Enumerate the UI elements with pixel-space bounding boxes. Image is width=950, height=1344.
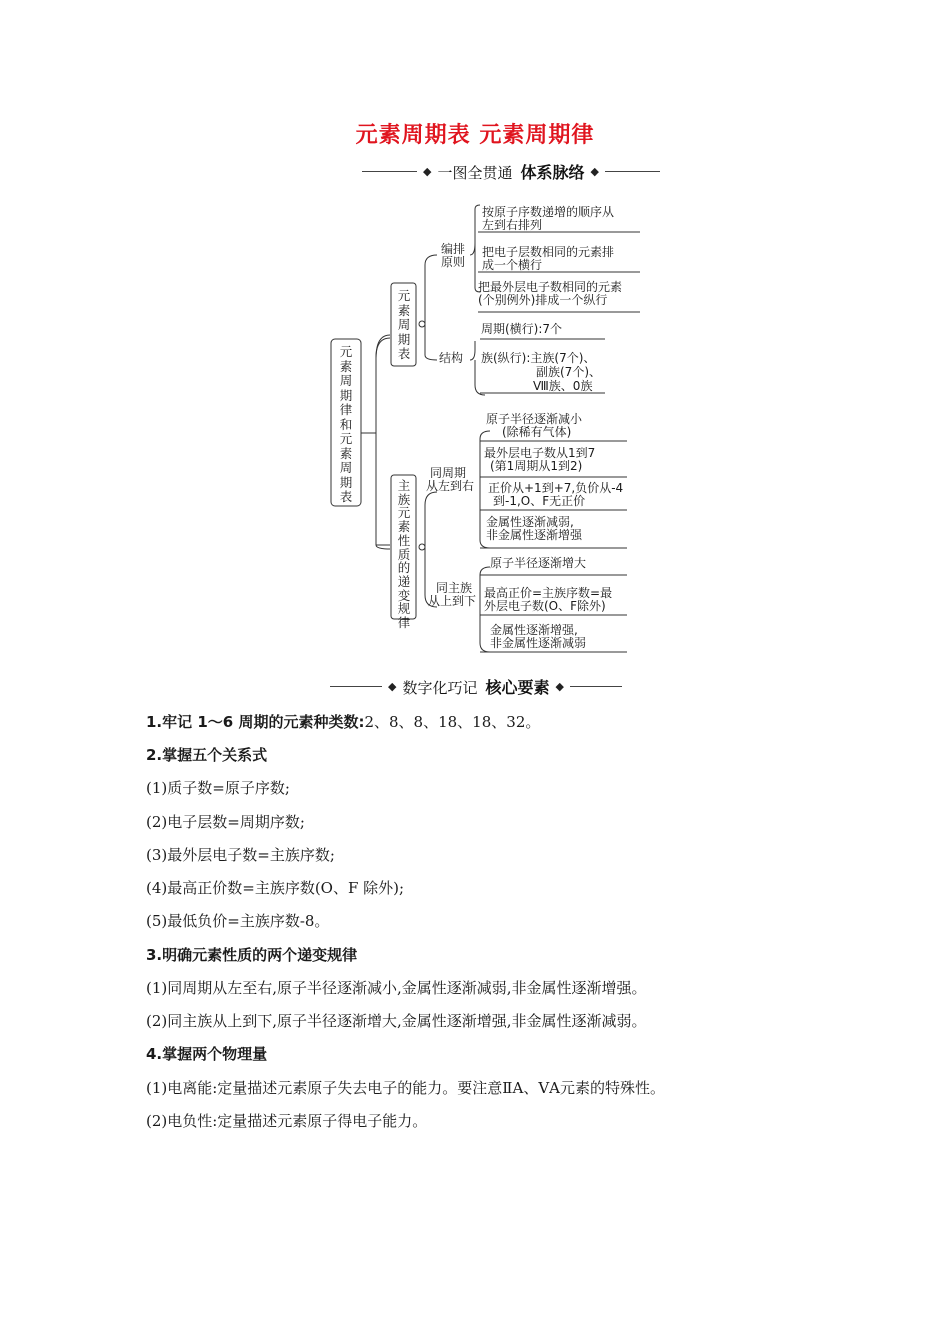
mm-p4-l2: 非金属性逐渐增强 (486, 528, 583, 542)
point-1 (146, 712, 866, 732)
point-2-item: (2)电子层数=周期序数; (146, 813, 305, 831)
page-title: 元素周期表 元素周期律 (355, 123, 595, 148)
mm-group-l2: 从上到下 (428, 594, 477, 608)
mm-s1: 周期(横行):7个 (481, 322, 563, 336)
mm-a1-l2: 左到右排列 (482, 218, 543, 232)
mm-text-layer (300, 195, 650, 655)
mm-g2-l1: 最高正价=主族序数=最 (484, 586, 613, 600)
divider-label-right: 核心要素 (485, 677, 550, 697)
mm-p3-l2: 到-1,O、F无正价 (493, 494, 586, 508)
mm-p4-l1: 金属性逐渐减弱, (486, 515, 574, 529)
mm-g1: 原子半径逐渐增大 (490, 556, 587, 570)
divider-label-left: 数字化巧记 (402, 678, 478, 697)
diamond-icon: ◆ (423, 164, 432, 178)
point-2-item: (5)最低负价=主族序数-8。 (146, 912, 330, 930)
mm-s2-l1: 族(纵行):主族(7个)、 (481, 351, 596, 365)
divider-line (605, 171, 660, 172)
mm-a1-l1: 按原子序数递增的顺序从 (482, 205, 615, 219)
mm-p2-l2: (第1周期从1到2) (490, 459, 583, 473)
diamond-icon: ◆ (590, 164, 599, 178)
mm-law-label: 主族元素性质的递变规律 (397, 478, 411, 631)
point-1-values: 2、8、8、18、18、32。 (364, 713, 541, 731)
mm-p1-l1: 原子半径逐渐减小 (486, 412, 583, 426)
mm-g3-l2: 非金属性逐渐减弱 (490, 636, 587, 650)
mm-g3-l1: 金属性逐渐增强, (490, 623, 578, 637)
point-4-item: (2)电负性:定量描述元素原子得电子能力。 (146, 1112, 428, 1130)
mm-p1-l2: (除稀有气体) (502, 425, 572, 439)
divider-line (570, 686, 622, 687)
mm-a3-l1: 把最外层电子数相同的元素 (478, 280, 623, 294)
mm-arrange-label: 编排原则 (440, 242, 465, 269)
mm-s2-l3: Ⅷ族、0族 (533, 379, 593, 393)
point-4-heading: 4.掌握两个物理量 (146, 1045, 268, 1063)
section-divider-system (362, 159, 660, 183)
divider-line (362, 171, 417, 172)
mm-p3-l1: 正价从+1到+7,负价从-4 (488, 481, 624, 495)
diamond-icon: ◆ (555, 679, 564, 693)
mm-group-l1: 同主族 (436, 581, 473, 595)
mm-s2-l2: 副族(7个)、 (536, 365, 601, 379)
mm-a2-l1: 把电子层数相同的元素排 (482, 245, 615, 259)
point-1-head: 1.牢记 1～6 周期的元素种类数: (146, 713, 365, 731)
mm-p2-l1: 最外层电子数从1到7 (484, 446, 596, 460)
divider-label-right: 体系脉络 (520, 162, 585, 182)
mm-period-l1: 同周期 (430, 466, 467, 480)
point-2-item: (4)最高正价数=主族序数(O、F 除外); (146, 879, 405, 897)
point-3-item: (2)同主族从上到下,原子半径逐渐增大,金属性逐渐增强,非金属性逐渐减弱。 (146, 1012, 647, 1030)
mm-g2-l2: 外层电子数(O、F除外) (484, 599, 606, 613)
mm-root-label: 元素周期律和元素周期表 (339, 344, 353, 504)
mm-a2-l2: 成一个横行 (482, 258, 543, 272)
divider-line (330, 686, 382, 687)
divider-label-left: 一图全贯通 (437, 163, 513, 182)
point-2-item: (1)质子数=原子序数; (146, 779, 290, 797)
mm-table-label: 元素周期表 (397, 288, 411, 361)
point-4-item: (1)电离能:定量描述元素原子失去电子的能力。要注意ⅡA、ⅤA元素的特殊性。 (146, 1079, 665, 1097)
mm-period-l2: 从左到右 (426, 479, 475, 493)
mm-structure-label: 结构 (439, 351, 464, 365)
point-3-heading: 3.明确元素性质的两个递变规律 (146, 946, 358, 964)
point-3-item: (1)同周期从左至右,原子半径逐渐减小,金属性逐渐减弱,非金属性逐渐增强。 (146, 979, 647, 997)
point-2-heading: 2.掌握五个关系式 (146, 746, 268, 764)
diamond-icon: ◆ (388, 679, 397, 693)
point-2-item: (3)最外层电子数=主族序数; (146, 846, 335, 864)
section-divider-core (330, 674, 622, 698)
mm-a3-l2: (个别例外)排成一个纵行 (478, 293, 608, 307)
